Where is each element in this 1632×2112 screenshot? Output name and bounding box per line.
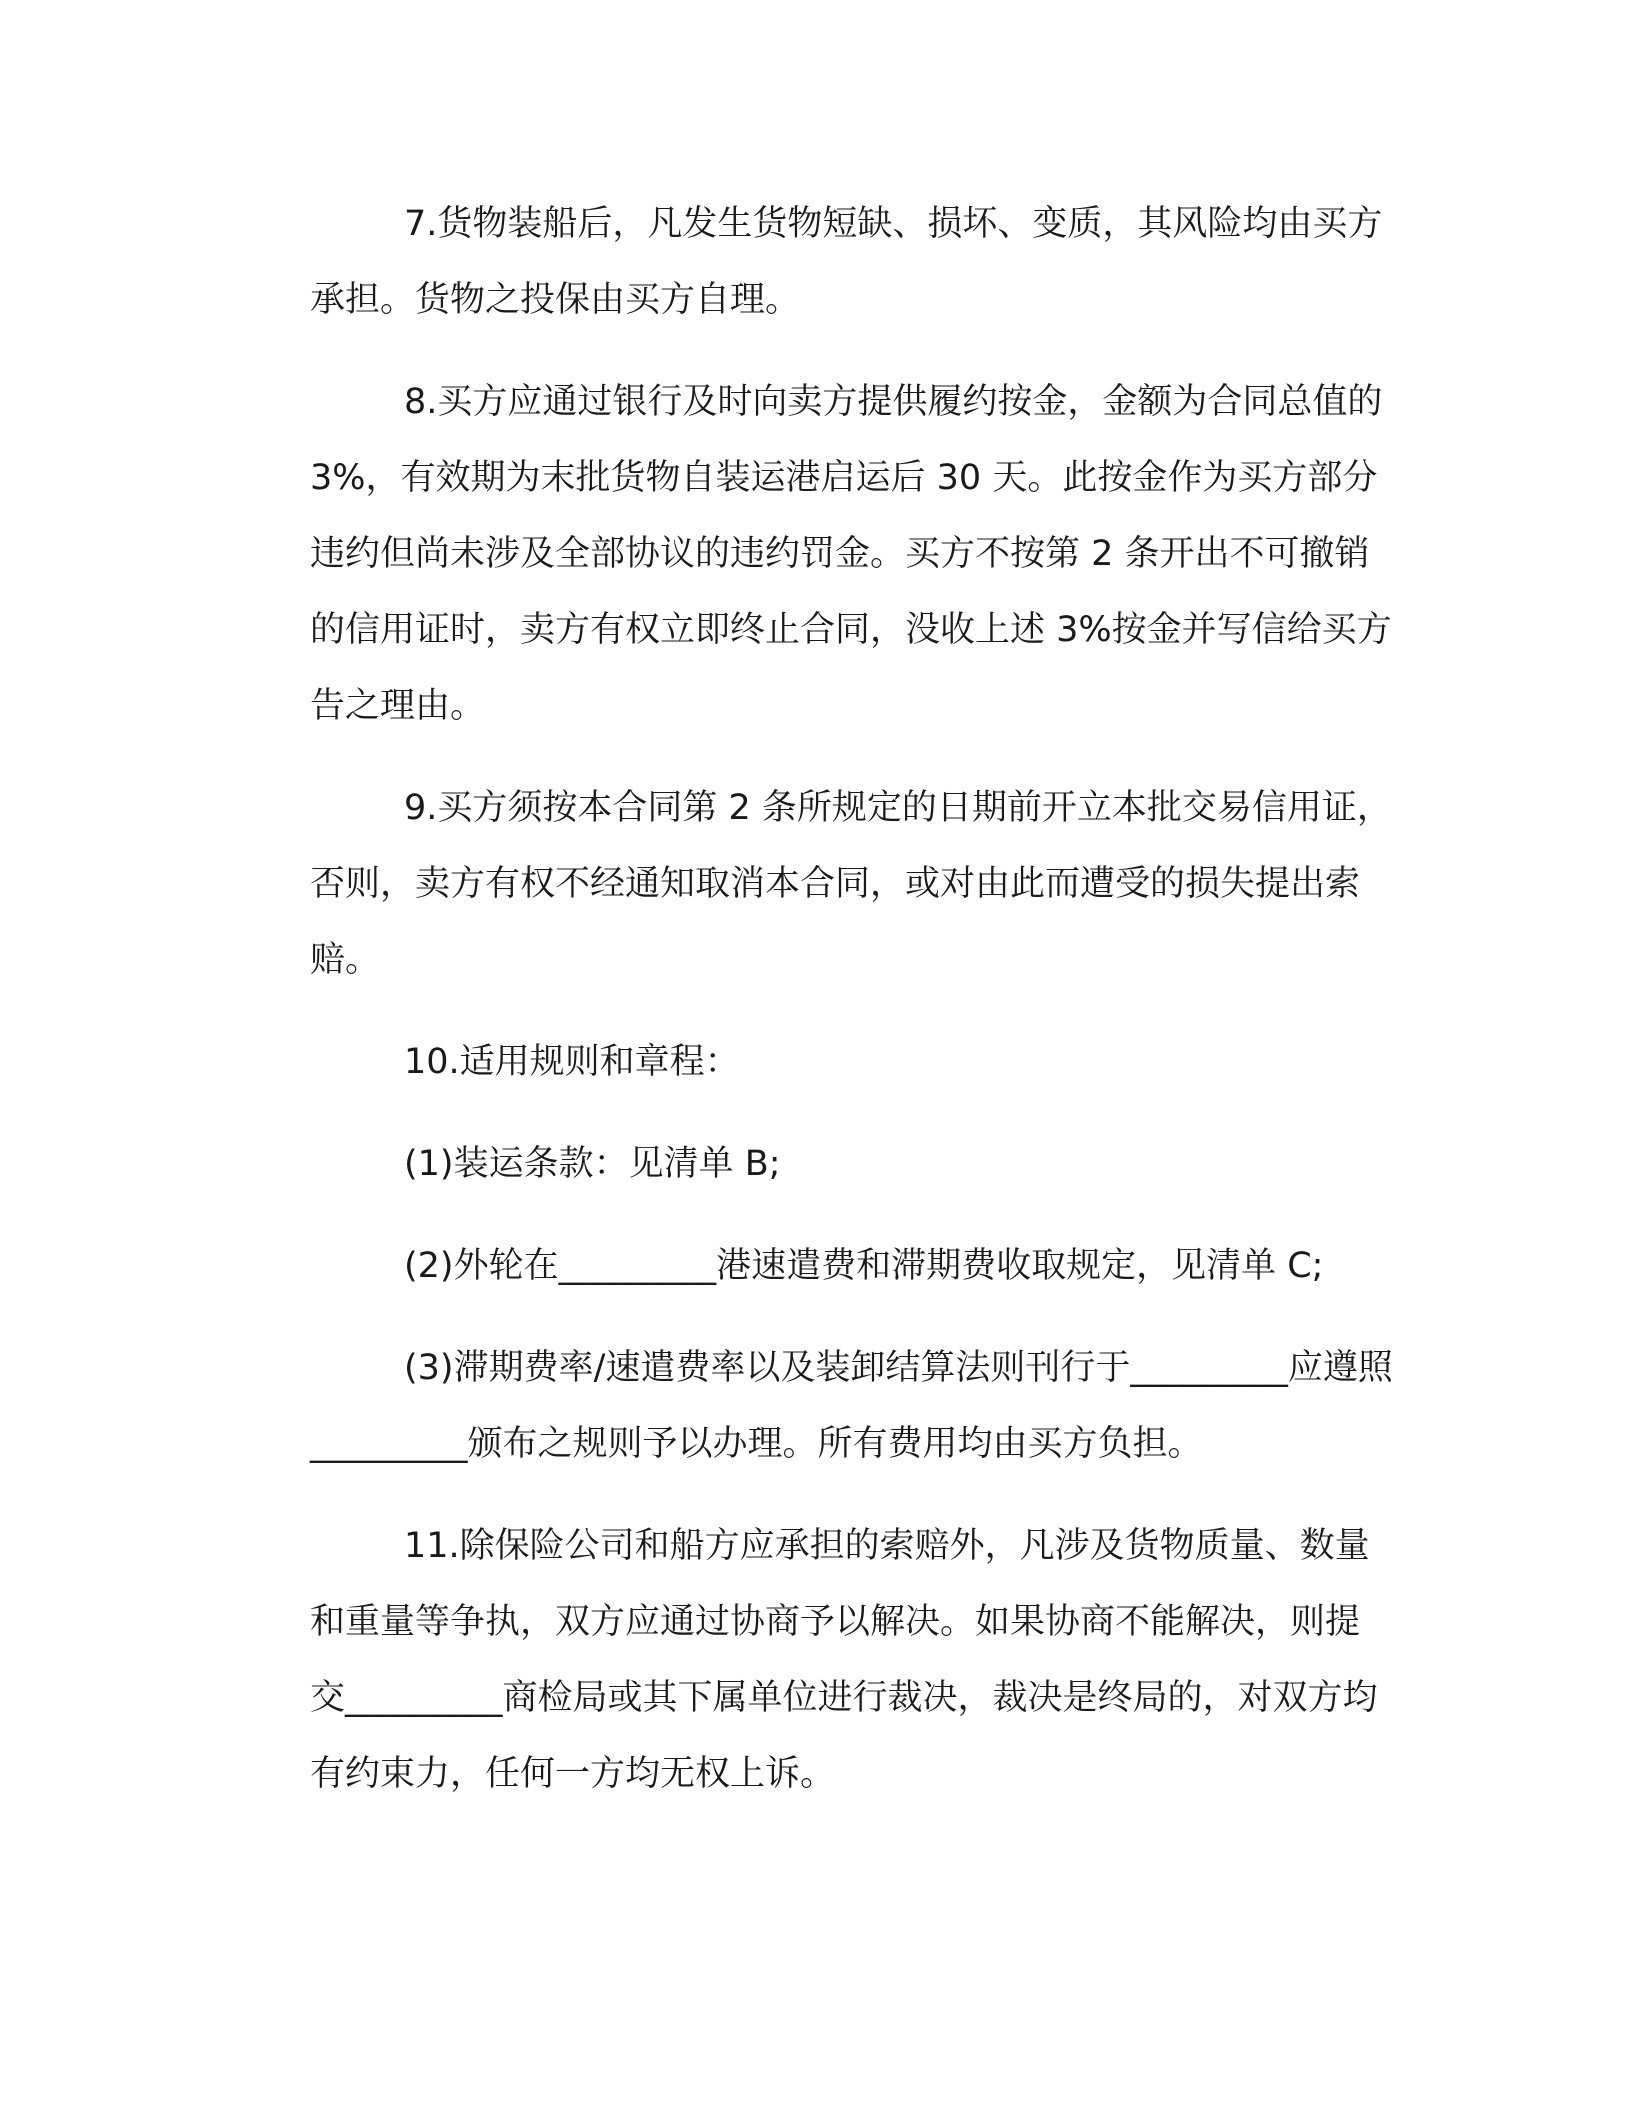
text-line: 和重量等争执，双方应通过协商予以解决。如果协商不能解决，则提: [310, 1602, 1361, 1642]
clause-11-paragraph: [240, 1508, 1390, 1812]
text-line: 违约但尚未涉及全部协议的违约罚金。买方不按第 2 条开出不可撤销: [310, 534, 1370, 574]
clause-7-paragraph: [240, 186, 1390, 338]
document-body: [240, 186, 1393, 1838]
text-line: (3)滞期费率/速遣费率以及装卸结算法则刊行于_________应遵照: [404, 1348, 1393, 1388]
clause-8-paragraph: [240, 364, 1390, 744]
text-line: 承担。货物之投保由买方自理。: [310, 280, 801, 320]
clause-10-1-paragraph: [240, 1126, 1390, 1202]
text-line: 9.买方须按本合同第 2 条所规定的日期前开立本批交易信用证，: [404, 788, 1392, 828]
text-line: 10.适用规则和章程：: [404, 1042, 740, 1082]
text-line: _________颁布之规则予以办理。所有费用均由买方负担。: [310, 1424, 1203, 1464]
clause-10-2-paragraph: [240, 1228, 1390, 1304]
clause-10-3-paragraph: [240, 1330, 1393, 1482]
clause-10-paragraph: [240, 1024, 1390, 1100]
text-line: 赔。: [310, 940, 381, 980]
text-line: 交_________商检局或其下属单位进行裁决，裁决是终局的，对双方均: [310, 1678, 1378, 1718]
text-line: 告之理由。: [310, 686, 486, 726]
text-line: 7.货物装船后，凡发生货物短缺、损坏、变质，其风险均由买方: [404, 204, 1383, 244]
text-line: 的信用证时，卖方有权立即终止合同，没收上述 3%按金并写信给买方: [310, 610, 1392, 650]
text-line: (1)装运条款：见清单 B;: [404, 1144, 781, 1184]
text-line: 8.买方应通过银行及时向卖方提供履约按金，金额为合同总值的: [404, 382, 1383, 422]
text-line: (2)外轮在_________港速遣费和滞期费收取规定，见清单 C;: [404, 1246, 1324, 1286]
text-line: 11.除保险公司和船方应承担的索赔外，凡涉及货物质量、数量: [404, 1526, 1370, 1566]
clause-9-paragraph: [240, 770, 1390, 998]
text-line: 3%，有效期为末批货物自装运港启运后 30 天。此按金作为买方部分: [310, 458, 1378, 498]
text-line: 有约束力，任何一方均无权上诉。: [310, 1754, 836, 1794]
text-line: 否则，卖方有权不经通知取消本合同，或对由此而遭受的损失提出索: [310, 864, 1361, 904]
